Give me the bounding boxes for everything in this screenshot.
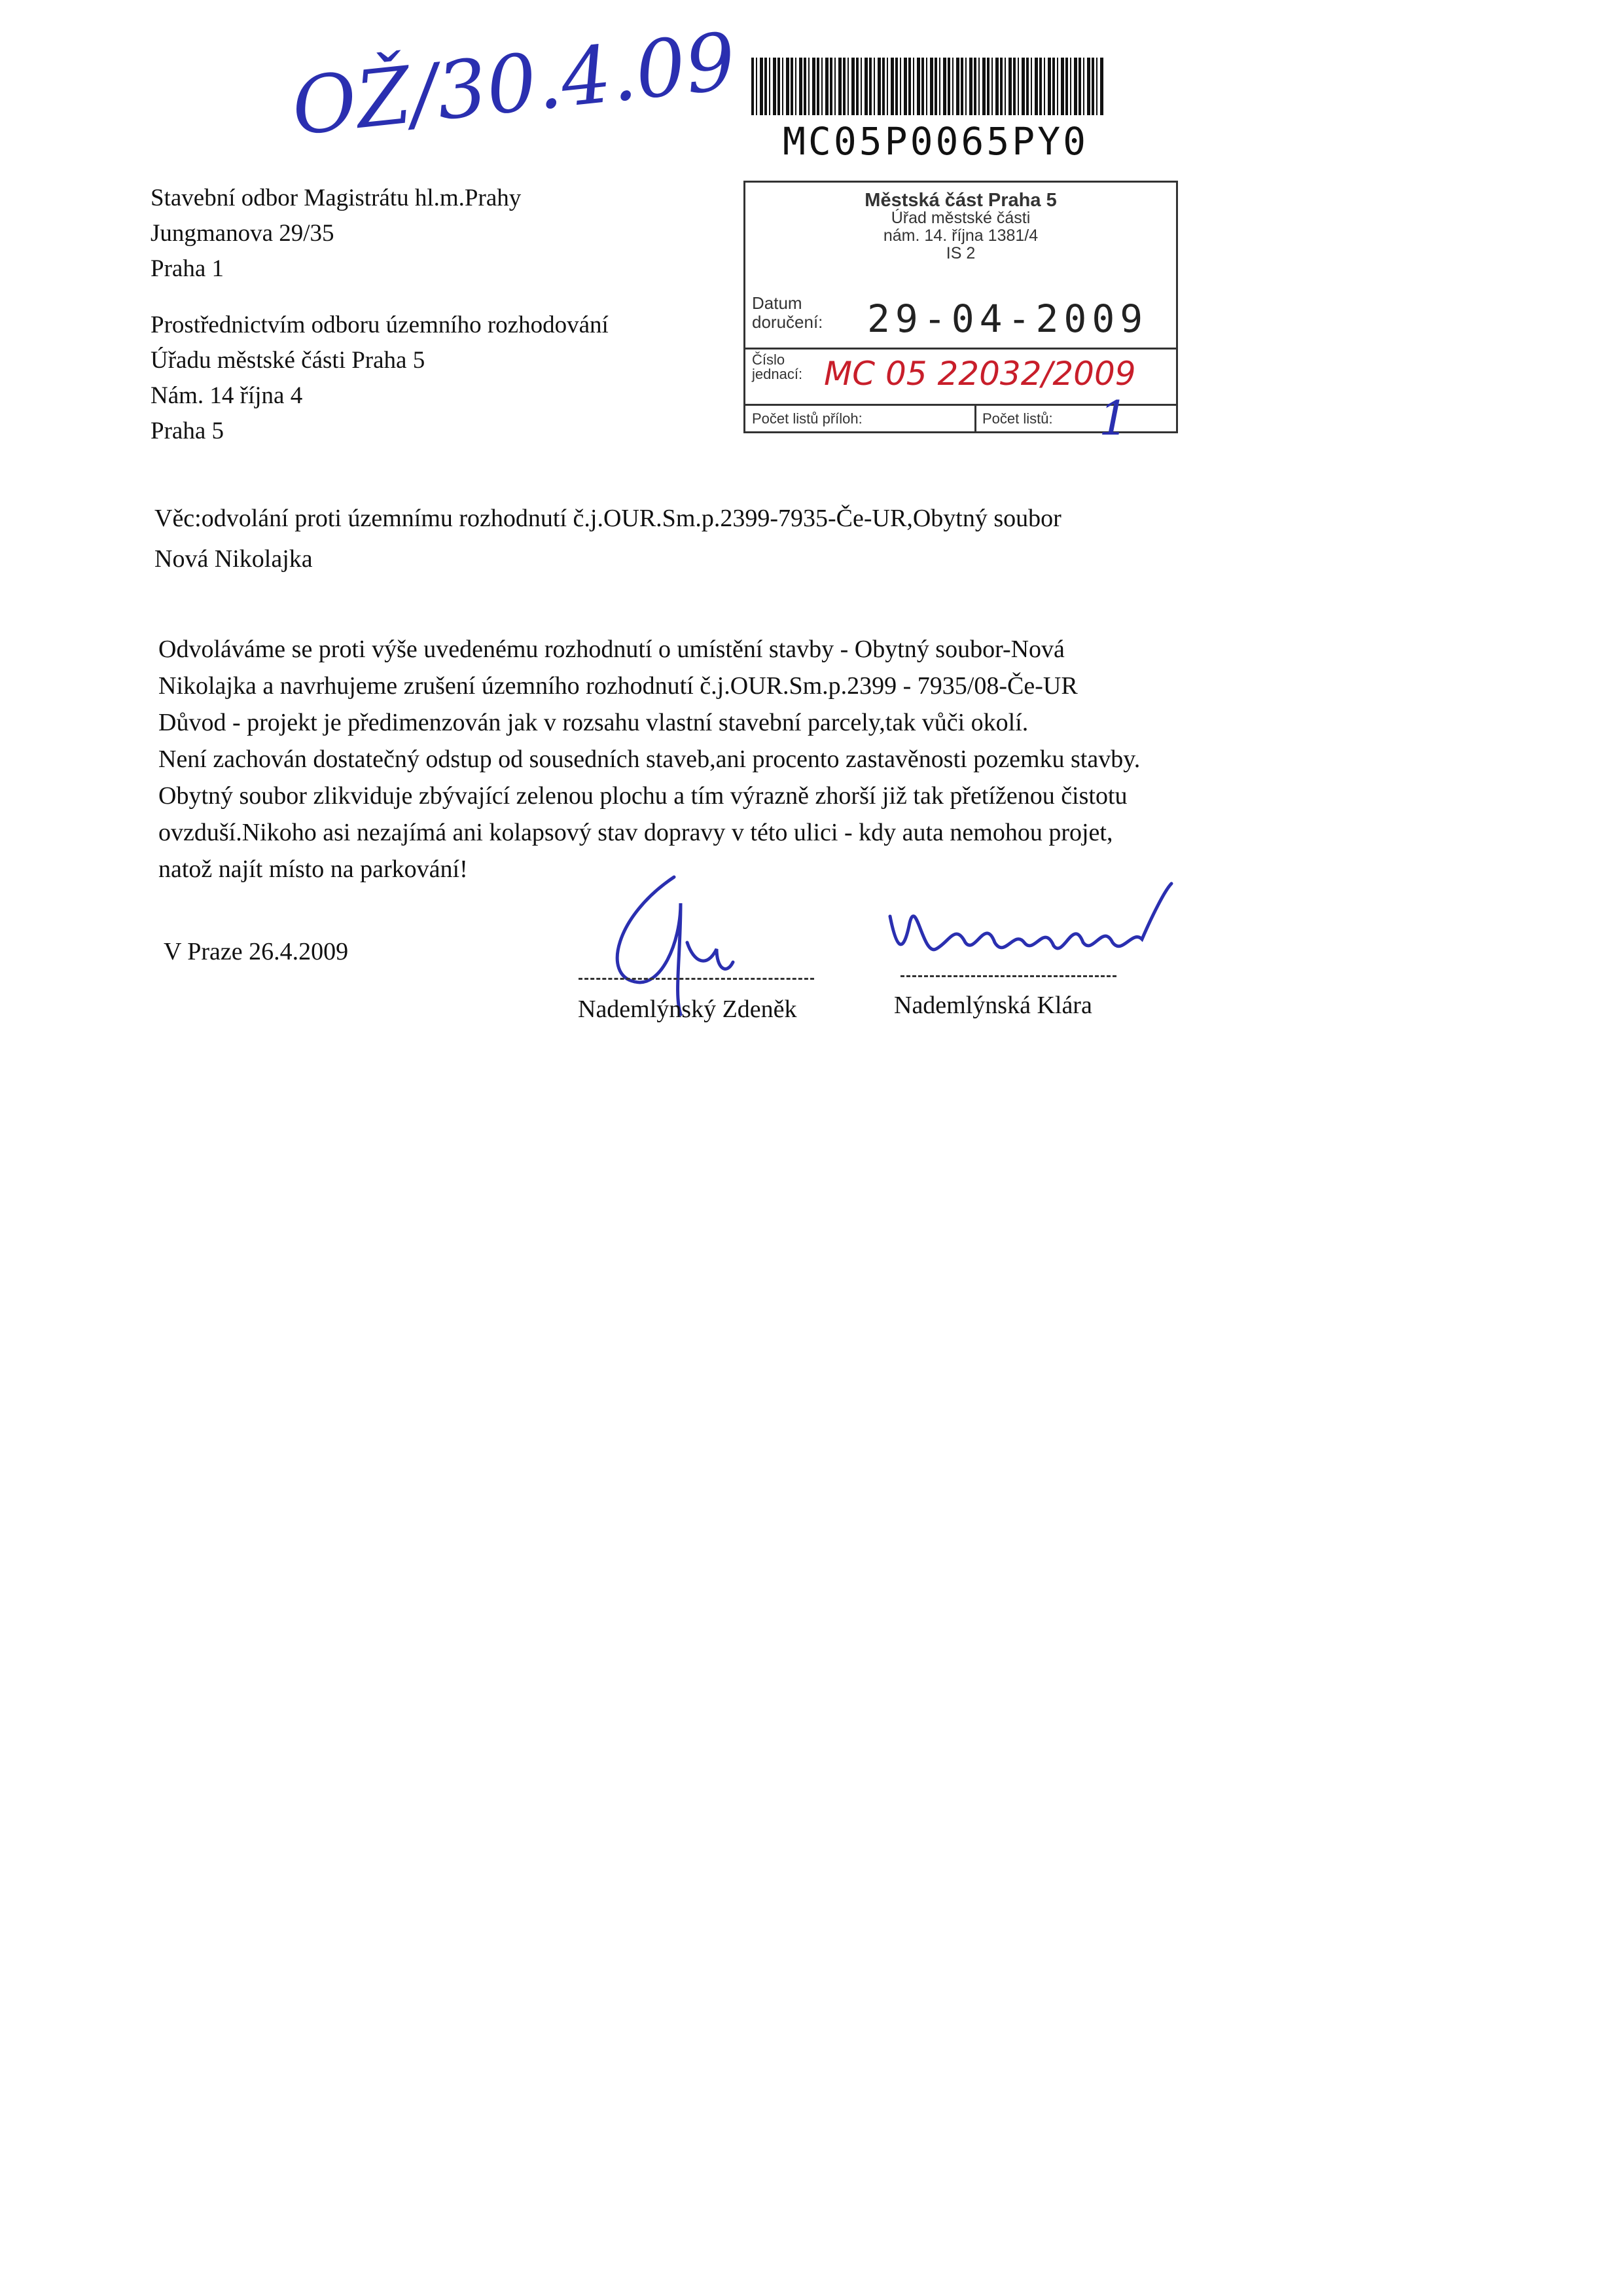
signature-second	[877, 877, 1185, 988]
stamp-date-label-2: doručení:	[752, 312, 823, 332]
stamp-number-label-1: Číslo	[752, 351, 785, 368]
stamp-office-sub-3: IS 2	[946, 244, 976, 262]
stamp-number-label	[752, 353, 802, 382]
barcode	[751, 58, 1105, 115]
stamp-date-value: 29-04-2009	[867, 296, 1149, 341]
signatory-first: Nademlýnský Zdeněk	[578, 996, 797, 1023]
stamp-sheets-value: 1	[1099, 391, 1129, 446]
stamp-vertical-divider	[974, 405, 976, 431]
registry-stamp	[743, 181, 1178, 446]
via-line-1: Prostřednictvím odboru územního rozhodování	[151, 312, 609, 338]
body-line-4: Není zachován dostatečný odstup od sousedních staveb,ani procento zastavěnosti pozemku stavby.	[158, 745, 1141, 773]
stamp-office-sub-1: Úřad městské části	[891, 209, 1031, 227]
body-line-6: ovzduší.Nikoho asi nezajímá ani kolapsový stav dopravy v této ulici - kdy auta nemohou projet,	[158, 819, 1113, 846]
body-line-2: Nikolajka a navrhujeme zrušení územního rozhodnutí č.j.OUR.Sm.p.2399 - 7935/08-Če-UR	[158, 672, 1078, 700]
subject-line-1: Věc:odvolání proti územnímu rozhodnutí č.j.OUR.Sm.p.2399-7935-Če-UR,Obytný soubor	[154, 505, 1061, 532]
stamp-office: Městská část Praha 5	[865, 190, 1057, 211]
stamp-number-value: MC 05 22032/2009	[824, 355, 1136, 393]
stamp-divider-1	[745, 348, 1176, 350]
body-line-1: Odvoláváme se proti výše uvedenému rozhodnutí o umístění stavby - Obytný soubor-Nová	[158, 636, 1065, 663]
via-line-3: Nám. 14 října 4	[151, 382, 303, 409]
signature-line-first	[579, 978, 814, 980]
stamp-date-label	[752, 294, 823, 332]
recipient-line-1: Stavební odbor Magistrátu hl.m.Prahy	[151, 185, 522, 211]
via-address	[151, 308, 609, 449]
recipient-line-3: Praha 1	[151, 255, 224, 282]
stamp-date-label-1: Datum	[752, 293, 802, 313]
subject-line-2: Nová Nikolajka	[154, 545, 313, 573]
stamp-header	[745, 192, 1176, 262]
registry-code: MC05P0065PY0	[783, 119, 1089, 164]
place-date: V Praze 26.4.2009	[164, 938, 349, 965]
signature-line-second	[901, 975, 1116, 977]
via-line-2: Úřadu městské části Praha 5	[151, 347, 425, 374]
handwritten-note: OŽ/30.4.09	[287, 16, 740, 154]
stamp-sheets-label: Počet listů:	[982, 410, 1053, 427]
stamp-number-label-2: jednací:	[752, 366, 803, 382]
recipient-line-2: Jungmanova 29/35	[151, 220, 334, 247]
recipient-address	[151, 181, 521, 287]
signatory-second: Nademlýnská Klára	[894, 992, 1092, 1019]
stamp-office-sub-2: nám. 14. října 1381/4	[883, 226, 1039, 245]
body-line-7: natož najít místo na parkování!	[158, 855, 468, 883]
via-line-4: Praha 5	[151, 418, 224, 444]
body-line-3: Důvod - projekt je předimenzován jak v rozsahu vlastní stavební parcely,tak vůči okolí.	[158, 709, 1029, 736]
body-line-5: Obytný soubor zlikviduje zbývající zelenou plochu a tím výrazně zhorší již tak přetíženou čistotu	[158, 782, 1128, 810]
stamp-attachments-label: Počet listů příloh:	[752, 410, 863, 427]
